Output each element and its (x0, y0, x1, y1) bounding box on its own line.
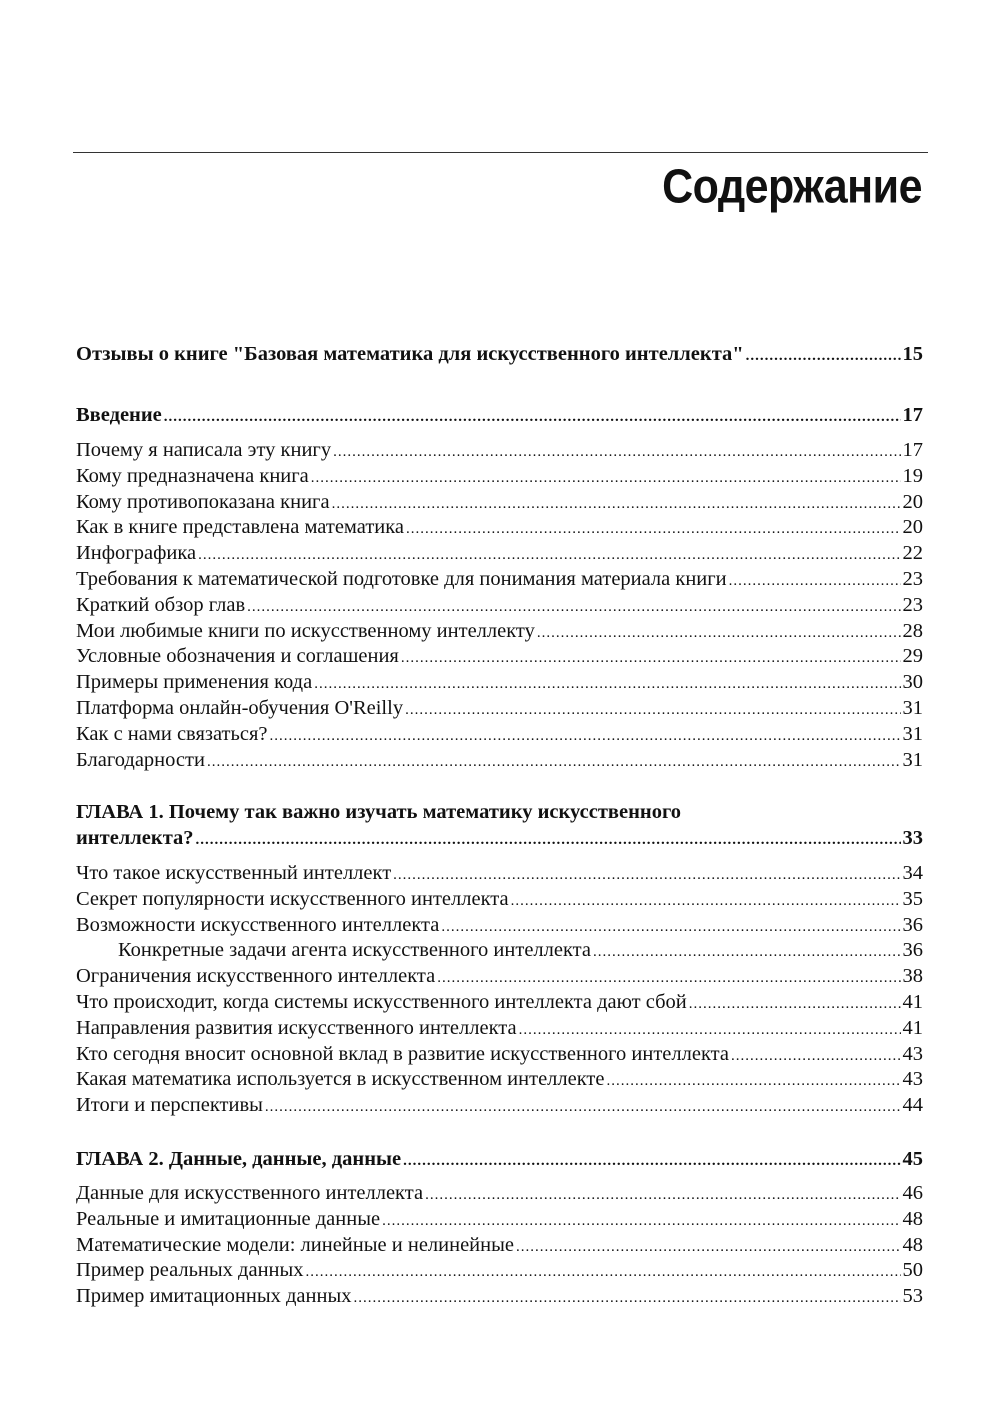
toc-entry[interactable] (76, 1233, 923, 1259)
toc-entry-title: Направления развития искусственного интеллекта (76, 1016, 517, 1039)
toc-page-number: 48 (902, 1207, 923, 1230)
toc-entry-title: Требования к математической подготовке для понимания материала книги (76, 567, 727, 590)
dot-leader (265, 1095, 901, 1121)
toc-entry-title: Кто сегодня вносит основной вклад в развитие искусственного интеллекта (76, 1042, 729, 1065)
toc-entry[interactable] (76, 990, 923, 1016)
toc-entry-title: Возможности искусственного интеллекта (76, 913, 440, 936)
dot-leader (689, 992, 901, 1018)
toc-entry-title: Секрет популярности искусственного интеллекта (76, 887, 509, 910)
toc-page-number: 35 (902, 887, 923, 910)
dot-leader (311, 466, 901, 492)
toc-heading[interactable] (76, 342, 923, 368)
toc-section-chapter1-heading (76, 800, 923, 852)
header-rule (73, 152, 928, 153)
toc-entry-title: Реальные и имитационные данные (76, 1207, 381, 1230)
toc-entry-title: Конкретные задачи агента искусственного интеллекта (118, 939, 591, 962)
toc-entry[interactable] (76, 696, 923, 722)
toc-page-number: 22 (902, 542, 923, 565)
toc-entry[interactable] (76, 913, 923, 939)
toc-page-number: 34 (902, 862, 923, 884)
toc-page-number: 17 (902, 404, 923, 426)
dot-leader (332, 492, 901, 518)
toc-page-number: 43 (902, 1042, 923, 1065)
toc-section-reviews (76, 342, 923, 368)
toc-page-number: 48 (902, 1233, 923, 1256)
toc-entry-title: Пример имитационных данных (76, 1285, 352, 1308)
toc-entry-title: Кому противопоказана книга (76, 490, 330, 513)
toc-page-number: 23 (902, 567, 923, 590)
dot-leader (270, 724, 901, 750)
toc-entry[interactable] (76, 1181, 923, 1207)
toc-section-chapter1 (76, 861, 923, 1119)
dot-leader (406, 517, 900, 543)
toc-entry-title: Мои любимые книги по искусственному интеллекту (76, 619, 535, 642)
page-title: Содержание (662, 160, 922, 214)
toc-page-number: 19 (902, 464, 923, 487)
toc-entry[interactable] (76, 1067, 923, 1093)
toc-page-number: 29 (902, 645, 923, 668)
toc-entry-title: Инфографика (76, 542, 197, 565)
toc-entry[interactable] (76, 490, 923, 516)
toc-entry[interactable] (76, 1207, 923, 1233)
toc-entry-title: Краткий обзор глав (76, 593, 246, 616)
toc-heading[interactable] (76, 826, 923, 852)
toc-page-number: 20 (902, 490, 923, 513)
dot-leader (382, 1209, 900, 1235)
toc-entry[interactable] (76, 964, 923, 990)
toc-page-number: 36 (902, 939, 923, 962)
toc-page-number: 43 (902, 1068, 923, 1091)
dot-leader (196, 828, 901, 854)
toc-entry[interactable] (76, 464, 923, 490)
toc-entry-title: ГЛАВА 2. Данные, данные, данные (76, 1148, 402, 1170)
toc-section-chapter2-heading (76, 1147, 923, 1173)
toc-entry-title: Что происходит, когда системы искусственного интеллекта дают сбой (76, 990, 687, 1013)
toc-entry[interactable] (76, 619, 923, 645)
toc-entry[interactable] (76, 1258, 923, 1284)
dot-leader (314, 672, 900, 698)
dot-leader (401, 646, 901, 672)
dot-leader (353, 1286, 900, 1312)
toc-heading[interactable] (76, 403, 923, 429)
toc-entry-title: Примеры применения кода (76, 671, 313, 694)
toc-section-chapter2 (76, 1181, 923, 1310)
dot-leader (425, 1183, 900, 1209)
toc-page-number: 41 (902, 990, 923, 1013)
toc-page-number: 31 (902, 748, 923, 771)
dot-leader (516, 1235, 901, 1261)
toc-entry[interactable] (76, 748, 923, 774)
toc-entry-title: Пример реальных данных (76, 1259, 304, 1282)
toc-entry-title: Кому предназначена книга (76, 464, 309, 487)
toc-page-number: 38 (902, 965, 923, 988)
toc-entry[interactable] (76, 515, 923, 541)
toc-entry-title: Платформа онлайн-обучения O'Reilly (76, 696, 404, 719)
toc-page-number: 33 (902, 826, 923, 849)
dot-leader (511, 889, 901, 915)
toc-entry-title: Математические модели: линейные и нелинейные (76, 1233, 514, 1256)
toc-entry[interactable] (76, 1016, 923, 1042)
dot-leader (437, 966, 900, 992)
dot-leader (393, 863, 900, 889)
toc-entry[interactable] (76, 722, 923, 748)
toc-page-number: 41 (902, 1016, 923, 1039)
toc-entry[interactable] (76, 1042, 923, 1068)
toc-entry-title: Как с нами связаться? (76, 722, 268, 745)
toc-entry-title: Какая математика используется в искусственном интеллекте (76, 1068, 605, 1091)
toc-entry[interactable] (76, 670, 923, 696)
toc-section-intro-heading (76, 403, 923, 429)
toc-entry-title: Условные обозначения и соглашения (76, 645, 399, 668)
toc-entry-title: Данные для искусственного интеллекта (76, 1182, 424, 1204)
toc-heading[interactable] (76, 1147, 923, 1173)
dot-leader (731, 1044, 901, 1070)
dot-leader (405, 698, 900, 724)
dot-leader (607, 1069, 901, 1095)
toc-entry-title-continuation: интеллекта? (76, 826, 194, 849)
toc-entry[interactable] (76, 1093, 923, 1119)
dot-leader (441, 915, 900, 941)
dot-leader (593, 940, 901, 966)
dot-leader (207, 750, 901, 776)
toc-entry[interactable] (76, 438, 923, 464)
toc-heading-line (76, 800, 923, 826)
toc-entry[interactable] (76, 861, 923, 887)
toc-entry-title: Введение (76, 404, 162, 426)
toc-entry[interactable] (76, 644, 923, 670)
toc-page-number: 45 (902, 1148, 923, 1170)
toc-entry-title: Что такое искусственный интеллект (76, 862, 392, 884)
toc-entry[interactable] (76, 567, 923, 593)
toc-section-intro (76, 438, 923, 773)
dot-leader (164, 405, 901, 431)
dot-leader (198, 543, 900, 569)
toc-entry[interactable] (76, 887, 923, 913)
toc-entry-title: Почему я написала эту книгу (76, 439, 332, 461)
toc-entry-title: Как в книге представлена математика (76, 516, 405, 539)
toc-page-number: 31 (902, 696, 923, 719)
toc-page-number: 31 (902, 722, 923, 745)
toc-page-number: 17 (902, 439, 923, 461)
toc-page-number: 53 (902, 1285, 923, 1308)
toc-entry[interactable] (76, 593, 923, 619)
dot-leader (519, 1018, 901, 1044)
toc-page-number: 50 (902, 1259, 923, 1282)
toc-entry[interactable] (76, 1284, 923, 1310)
toc-entry[interactable] (76, 541, 923, 567)
toc-page-number: 36 (902, 913, 923, 936)
dot-leader (403, 1149, 900, 1175)
toc-page-number: 44 (902, 1094, 923, 1117)
toc-page-number: 30 (902, 671, 923, 694)
toc-entry-title: Благодарности (76, 748, 205, 771)
toc-page-number: 20 (902, 516, 923, 539)
toc-page-number: 46 (902, 1182, 923, 1204)
toc-entry[interactable] (76, 938, 923, 964)
toc-page-number: 28 (902, 619, 923, 642)
toc-entry-title: ГЛАВА 1. Почему так важно изучать математику искусственного (76, 801, 682, 823)
dot-leader (306, 1260, 901, 1286)
dot-leader (247, 595, 900, 621)
dot-leader (729, 569, 901, 595)
toc-entry-title: Итоги и перспективы (76, 1094, 263, 1117)
toc-entry-title: Ограничения искусственного интеллекта (76, 965, 436, 988)
dot-leader (537, 621, 901, 647)
dot-leader (333, 440, 900, 466)
toc-page-number: 23 (902, 593, 923, 616)
dot-leader (746, 344, 901, 370)
toc-page-number: 15 (902, 343, 923, 365)
toc-entry-title: Отзывы о книге "Базовая математика для искусственного интеллекта" (76, 343, 744, 365)
